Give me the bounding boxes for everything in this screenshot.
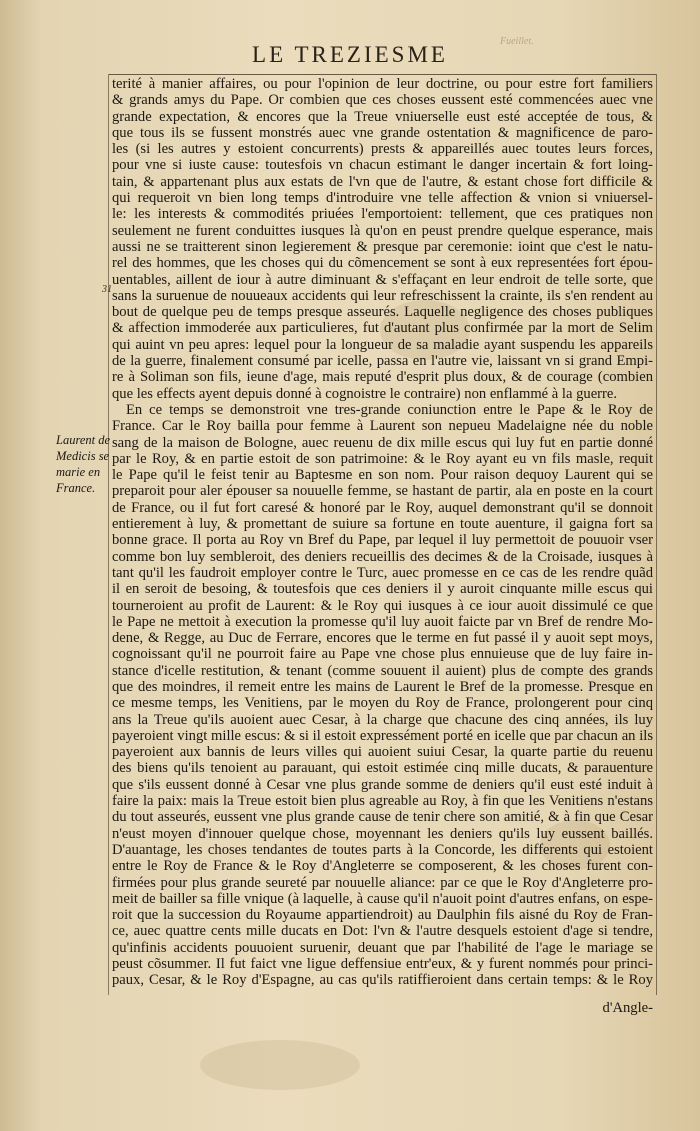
text-line: il en seroit de besoing, & toutesfois que ces deniers il y auroit cinquante mille escus qui — [112, 581, 653, 598]
text-line: uentables, aillent de iour à autre diminuant & s'effaçant en leur endroit de telle sorte, que — [112, 271, 653, 288]
text-line: stance d'icelle restitution, & tenant (comme souuent il auient) plus de compte des grands — [112, 662, 653, 679]
text-line: re à Soliman son fils, ieune d'age, mais reputé d'esprit plus doux, & de courage (combien — [112, 369, 653, 386]
bleed-through-text: Fueillet. — [500, 36, 534, 47]
text-line: firmées pour plus grande seureté par nouuelle aliance: par ce que le Roy d'Angleterre pro- — [112, 874, 653, 891]
text-line: grande expectation, & encores que la Treue vniuerselle eust esté acceptée de tous, & — [112, 108, 653, 125]
marginal-note — [56, 432, 112, 496]
text-line: qu'infinis accidents pouuoient suruenir, deuant que par l'habilité de l'age le mariage se — [112, 939, 653, 956]
text-line: paux, Cesar, & le Roy d'Espagne, au cas qu'ils ratiffieroient dans certain temps: & le Roy — [112, 972, 653, 989]
text-line: tain, & appartenant plus aux estats de l'vn que de l'autre, & estant chose fort difficile & — [112, 173, 653, 190]
text-line: sans la suruenue de nouueaux accidents qui leur refreschissent la crainte, ils s'en rendent au — [112, 287, 653, 304]
text-line: preparoit pour aler épouser sa nouuelle femme, se hastant de partir, ala en poste en la court — [112, 483, 653, 500]
text-line: & grands amys du Pape. Or combien que ces choses eussent esté commencées auec vne — [112, 92, 653, 109]
text-line: tourneroient au profit de Laurent: & le Roy qui iusques à ce iour auoit dissimulé ce que — [112, 597, 653, 614]
text-line: de la guerre, finalement consumé par icelle, passa en l'autre vie, laissant vn si grand Empi- — [112, 353, 653, 370]
text-line: les (si les autres y estoient concurrents) prests & appareillés auec toutes leurs forces, — [112, 141, 653, 158]
text-line: aussi ne se traitterent sinon legierement & presque par ceremonie: ioint que c'est le natu- — [112, 238, 653, 255]
paper-stain — [200, 1040, 360, 1090]
text-line: ce mesme temps, les Venitiens, par le moyen du Roy de France, prolongerent pour cinq — [112, 695, 653, 712]
text-line: bout de quelque peu de temps presque asseurés. Laquelle negligence des choses publiques — [112, 304, 653, 321]
running-head: LE TREZIESME — [252, 42, 448, 67]
text-line: que des moindres, il remeit entre les mains de Laurent le Bref de la promesse. Presque en — [112, 678, 653, 695]
marginal-note-line: marie en — [56, 465, 101, 479]
text-line: par le Roy, & en partie estoit de son patrimoine: & le Roy ayant eu vn fils masle, requit — [112, 450, 653, 467]
text-line: ans la Treue qu'ils auoient auec Cesar, à la charge que chacune des cinq années, ils luy — [112, 711, 653, 728]
text-line: bonne grace. Il porta au Roy vn Bref du Pape, par lequel il luy permettoit de pouuoir vser — [112, 532, 653, 549]
text-line: que s'ils eussent donné à Cesar vne plus grande somme de deniers qu'il eust esté induit à — [112, 776, 653, 793]
frame-rule-top — [108, 74, 656, 75]
text-line: terité à manier affaires, ou pour l'opinion de leur doctrine, ou pour estre fort familiers — [112, 76, 653, 92]
text-line: ce, auec quattre cents mille ducats en Dot: l'vn & l'autre desquels estoient d'age si tendre, — [112, 923, 653, 940]
text-line: des biens qu'ils tenoient au parauant, qui estoit estimée cinq mille ducats, & parauenture — [112, 760, 653, 777]
text-line: tant qu'il les faudroit employer contre le Turc, auec promesse en ce cas de les rendre quãd — [112, 564, 653, 581]
text-line: entierement à luy, & promettant de suiure sa fortune en toute auenture, il gaigna fort sa — [112, 516, 653, 533]
text-line: sang de la maison de Bologne, auec reuenu de dix mille escus qui luy fut en partie donné — [112, 434, 653, 451]
text-line: n'eust moyen d'innouer quelque chose, moyennant les deniers qu'ils luy eussent baillés. — [112, 825, 653, 842]
text-line: du tout asseurés, eussent vne plus grande cause de tenir chere son amitié, & à fin que Cesar — [112, 809, 653, 826]
text-line: meit de bailler sa fille vnique (à laquelle, à cause qu'il n'auoit point d'autres enfans, on espe- — [112, 890, 653, 907]
text-line: seulement ne furent conduittes iusques là qu'on en peust prendre quelque esperance, mais — [112, 222, 653, 239]
body-text — [112, 76, 653, 989]
text-line: de France, ou il fut fort caresé & honoré par le Roy, auquel demonstrant qu'il se donnoit — [112, 499, 653, 516]
marginal-number: 31 — [102, 284, 112, 295]
marginal-note-line: France. — [56, 481, 96, 495]
text-line: le Pape ne mettoit à execution la promesse qu'il luy auoit faicte par vn Bref de rendre Mo- — [112, 613, 653, 630]
text-line: roit que la succession du Royaume appartiendroit) au Daulphin fils aisné du Roy de Fran- — [112, 907, 653, 924]
text-line: le: les interests & commodités priuées l'emportoient: tellement, que ces pratiques non — [112, 206, 653, 223]
text-line: rel des hommes, que les choses qui du cõmencement se sont à eux representées fort épou- — [112, 255, 653, 272]
frame-rule-right — [656, 74, 657, 995]
marginal-note-line: Laurent de — [56, 433, 111, 447]
text-line: que les effects ayent depuis donné à cognoistre le contraire) non enflammé à la guerre. — [112, 385, 618, 402]
text-line: entre le Roy de France & le Roy d'Angleterre se composerent, & les choses furent con- — [112, 858, 653, 875]
text-line: comme bon luy sembleroit, des deniers recueillis des decimes & de la Croisade, iusques à — [112, 548, 653, 565]
text-line: pour vne si iuste cause: toutesfois vn chacun estimant le danger incertain & fort loing- — [112, 157, 653, 174]
text-line: payeroient aux bannis de leurs villes qui auoient suiui Cesar, la quarte partie du reuenu — [112, 744, 653, 761]
marginal-note-line: Medicis se — [56, 449, 110, 463]
text-line: En ce temps se demonstroit vne tres-grande coniunction entre le Pape & le Roy de — [126, 401, 653, 418]
text-line: payeroient vingt mille escus: & si il estoit expressément porté en icelle que par chacun an ils — [112, 727, 653, 744]
text-line: France. Car le Roy bailla pour femme à Laurent son nepueu Madelaigne née du noble — [112, 418, 653, 435]
text-line: D'auantage, les choses tendantes de toutes parts à la Concorde, les differents qui estoient — [112, 841, 653, 858]
text-line: qui auint vn peu apres: lequel pour la longueur de sa maladie ayant suspendu les appareils — [112, 336, 653, 353]
text-line: le Pape qu'il le feist tenir au Baptesme en son nom. Pour raison dequoy Laurent qui se — [112, 467, 653, 484]
text-line: faire la paix: mais la Treue estoit bien plus agreable au Roy, à fin que les Venitiens n'estans — [112, 793, 653, 810]
text-line: dene, & Regge, au Duc de Ferrare, encores que le terme en fut passé il y auoit sept moys, — [112, 630, 653, 647]
text-line: que tous ils se fussent monstrés auec vne grande ostentation & magnificence de paro- — [112, 124, 653, 141]
text-line: & affection immoderée aux particulieres, fut d'autant plus confirmée par la mort de Selim — [112, 320, 653, 337]
catchword: d'Angle- — [602, 1000, 653, 1016]
text-line: peust cõsummer. Il fut faict vne ligue deffensiue entr'eux, & y furent nommés pour princi- — [112, 956, 653, 973]
text-line: cognoissant qu'il ne pourroit faire au Pape vne chose plus ennuieuse que de luy faire in- — [112, 646, 653, 663]
frame-rule-left — [108, 74, 109, 995]
text-line: qui requeroit vn bien long temps d'introduire vne telle affection & vnion si vniuersel- — [112, 190, 653, 207]
